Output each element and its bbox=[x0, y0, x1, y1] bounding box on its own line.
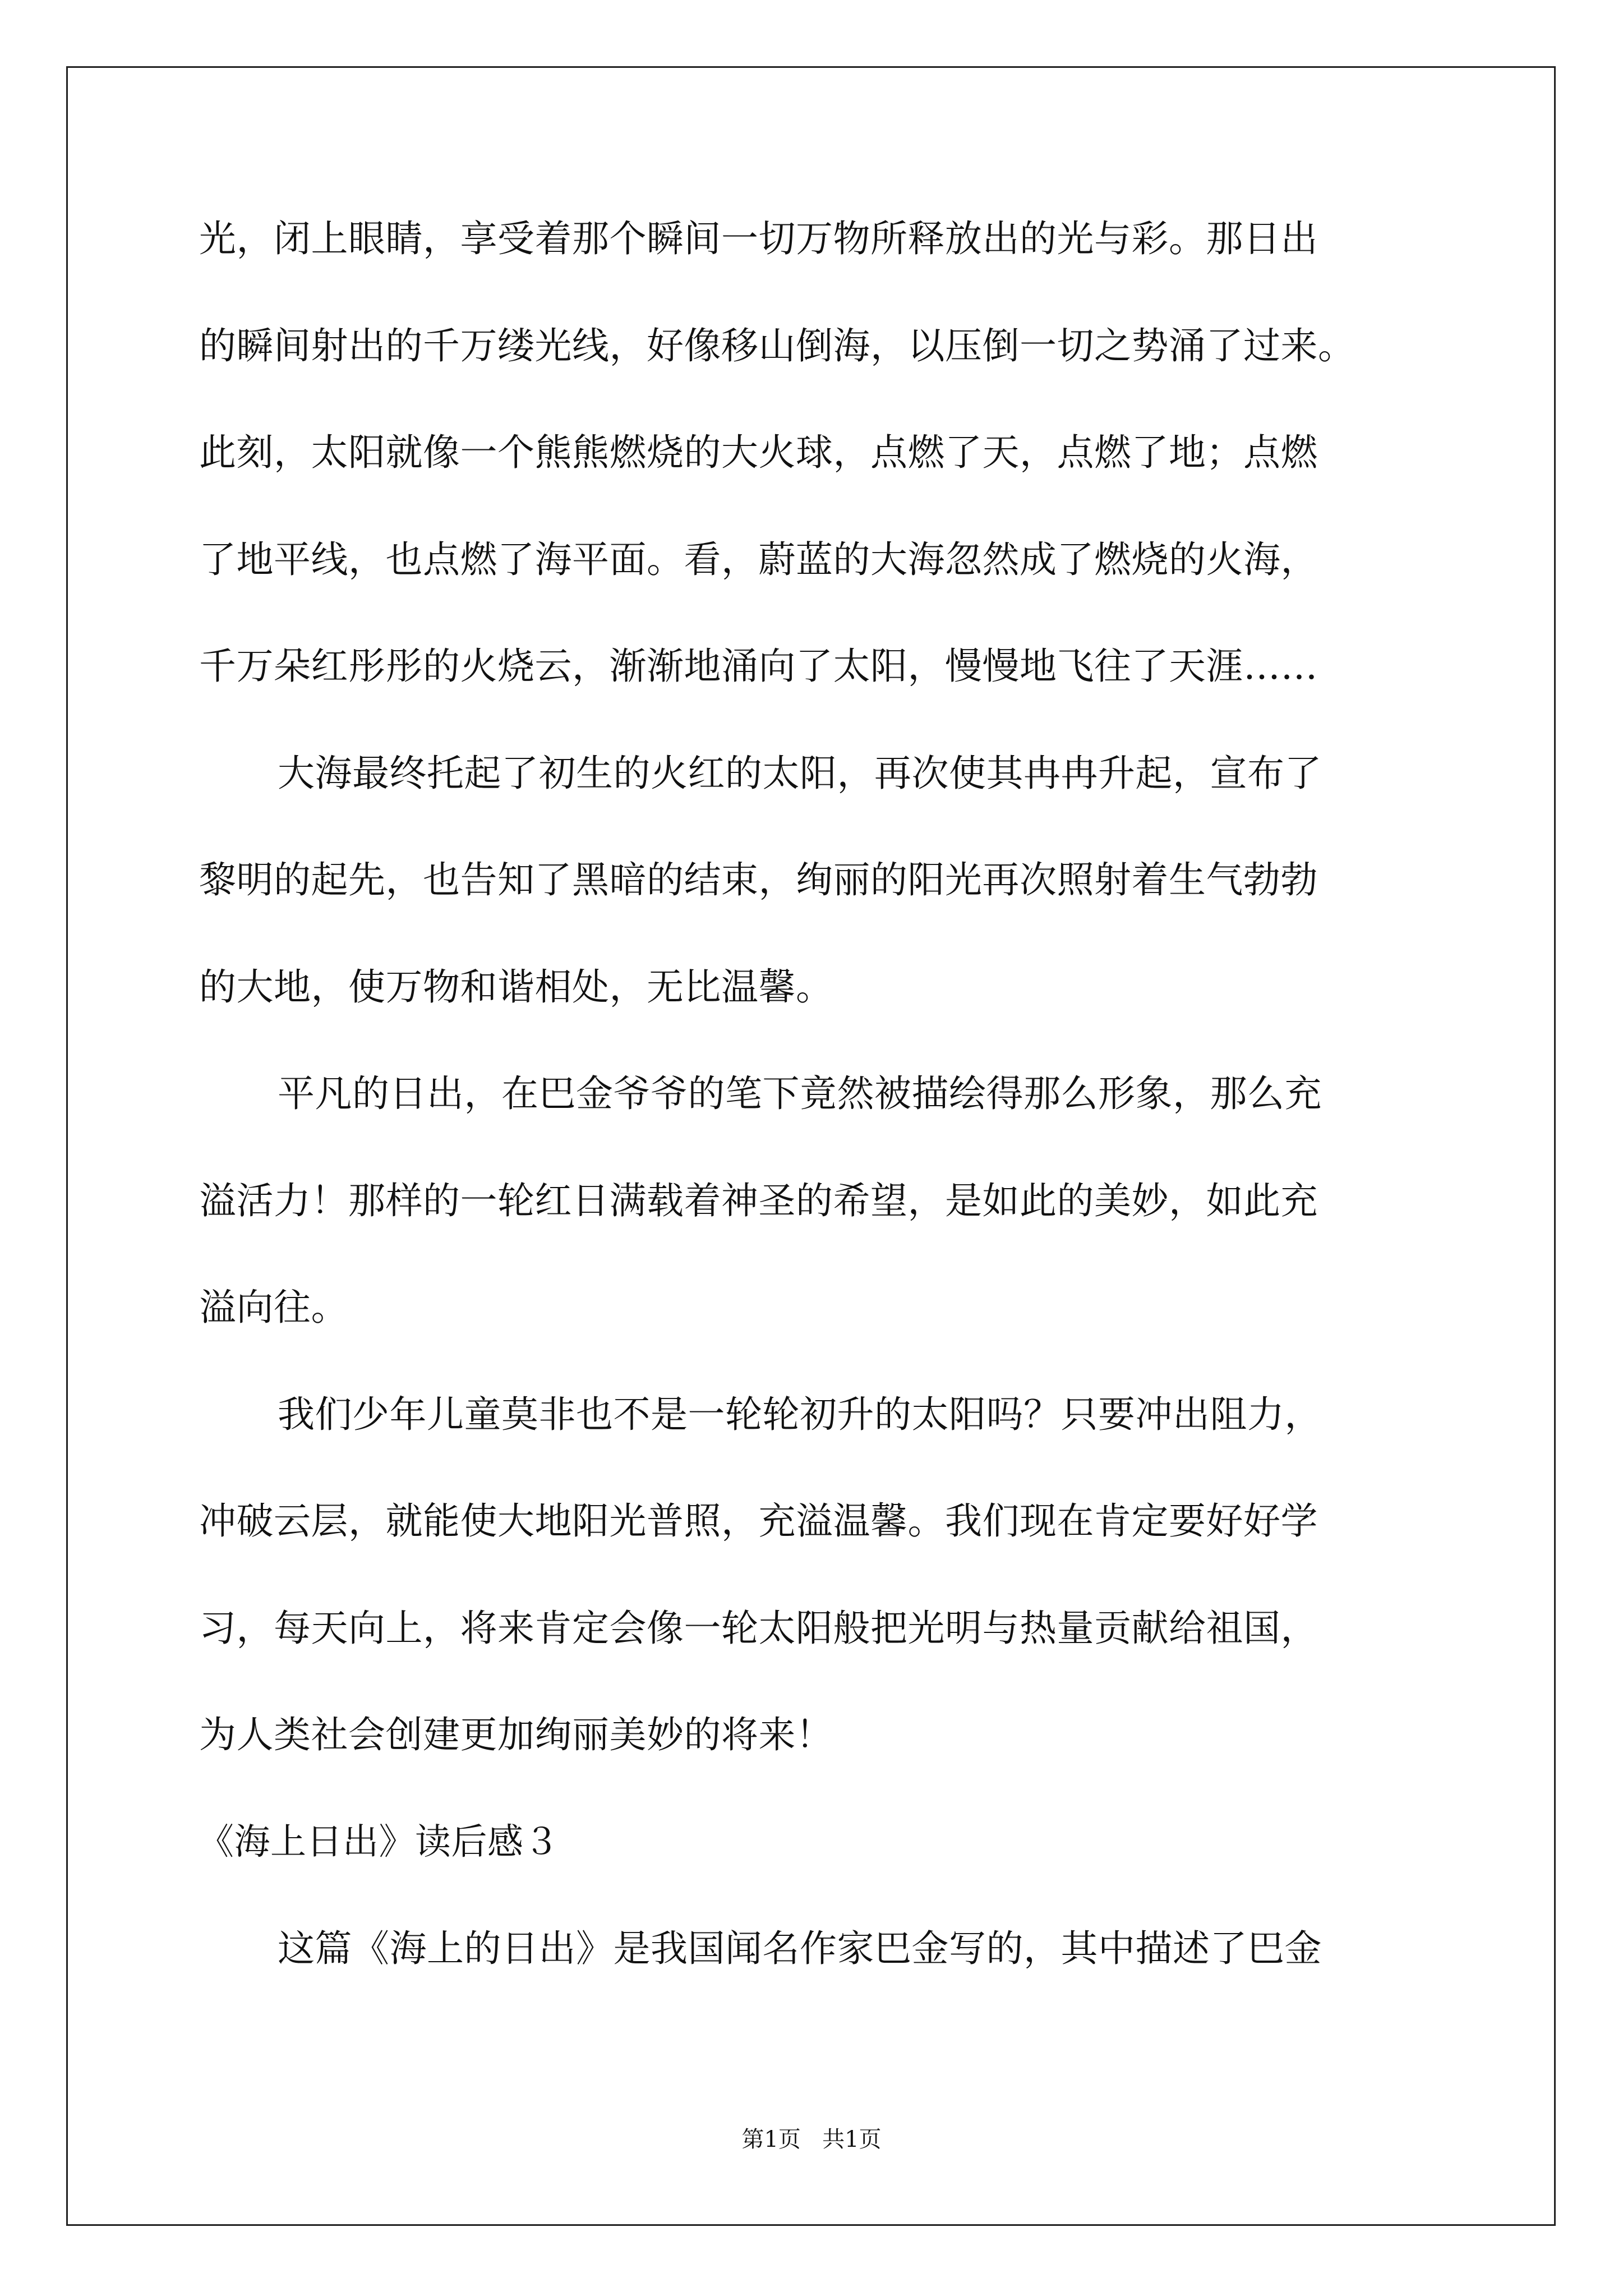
section-heading: 《海上日出》读后感３ bbox=[198, 1821, 560, 1863]
text-line: 溢向往。 bbox=[199, 1286, 348, 1329]
text-line: 黎明的起先，也告知了黑暗的结束，绚丽的阳光再次照射着生气勃勃 bbox=[199, 858, 1318, 901]
page-number: 第1页 bbox=[741, 2127, 801, 2152]
text-line: 我们少年儿童莫非也不是一轮轮初升的太阳吗？只要冲出阻力， bbox=[278, 1392, 1322, 1436]
text-line: 光，闭上眼睛，享受着那个瞬间一切万物所释放出的光与彩。那日出 bbox=[199, 217, 1318, 260]
page-footer bbox=[0, 2126, 1623, 2153]
text-line: 这篇《海上的日出》是我国闻名作家巴金写的，其中描述了巴金 bbox=[278, 1927, 1322, 1970]
text-line: 的大地，使万物和谐相处，无比温馨。 bbox=[199, 965, 833, 1009]
text-line: 为人类社会创建更加绚丽美妙的将来！ bbox=[199, 1713, 833, 1756]
text-line: 冲破云层，就能使大地阳光普照，充溢温馨。我们现在肯定要好好学 bbox=[199, 1499, 1318, 1543]
text-line: 了地平线，也点燃了海平面。看，蔚蓝的大海忽然成了燃烧的火海， bbox=[199, 537, 1318, 581]
text-line: 平凡的日出，在巴金爷爷的笔下竟然被描绘得那么形象，那么充 bbox=[278, 1072, 1322, 1115]
text-line: 千万朵红彤彤的火烧云，渐渐地涌向了太阳，慢慢地飞往了天涯…… bbox=[199, 645, 1318, 688]
text-line: 此刻，太阳就像一个熊熊燃烧的大火球，点燃了天，点燃了地；点燃 bbox=[199, 431, 1318, 474]
text-line: 大海最终托起了初生的火红的太阳，再次使其冉冉升起，宣布了 bbox=[278, 751, 1322, 795]
text-line: 溢活力！那样的一轮红日满载着神圣的希望，是如此的美妙，如此充 bbox=[199, 1179, 1318, 1222]
text-line: 的瞬间射出的千万缕光线，好像移山倒海，以压倒一切之势涌了过来。 bbox=[199, 324, 1355, 367]
text-line: 习，每天向上，将来肯定会像一轮太阳般把光明与热量贡献给祖国， bbox=[199, 1606, 1318, 1650]
page-total: 共1页 bbox=[822, 2127, 882, 2152]
document-body bbox=[199, 219, 1500, 2036]
